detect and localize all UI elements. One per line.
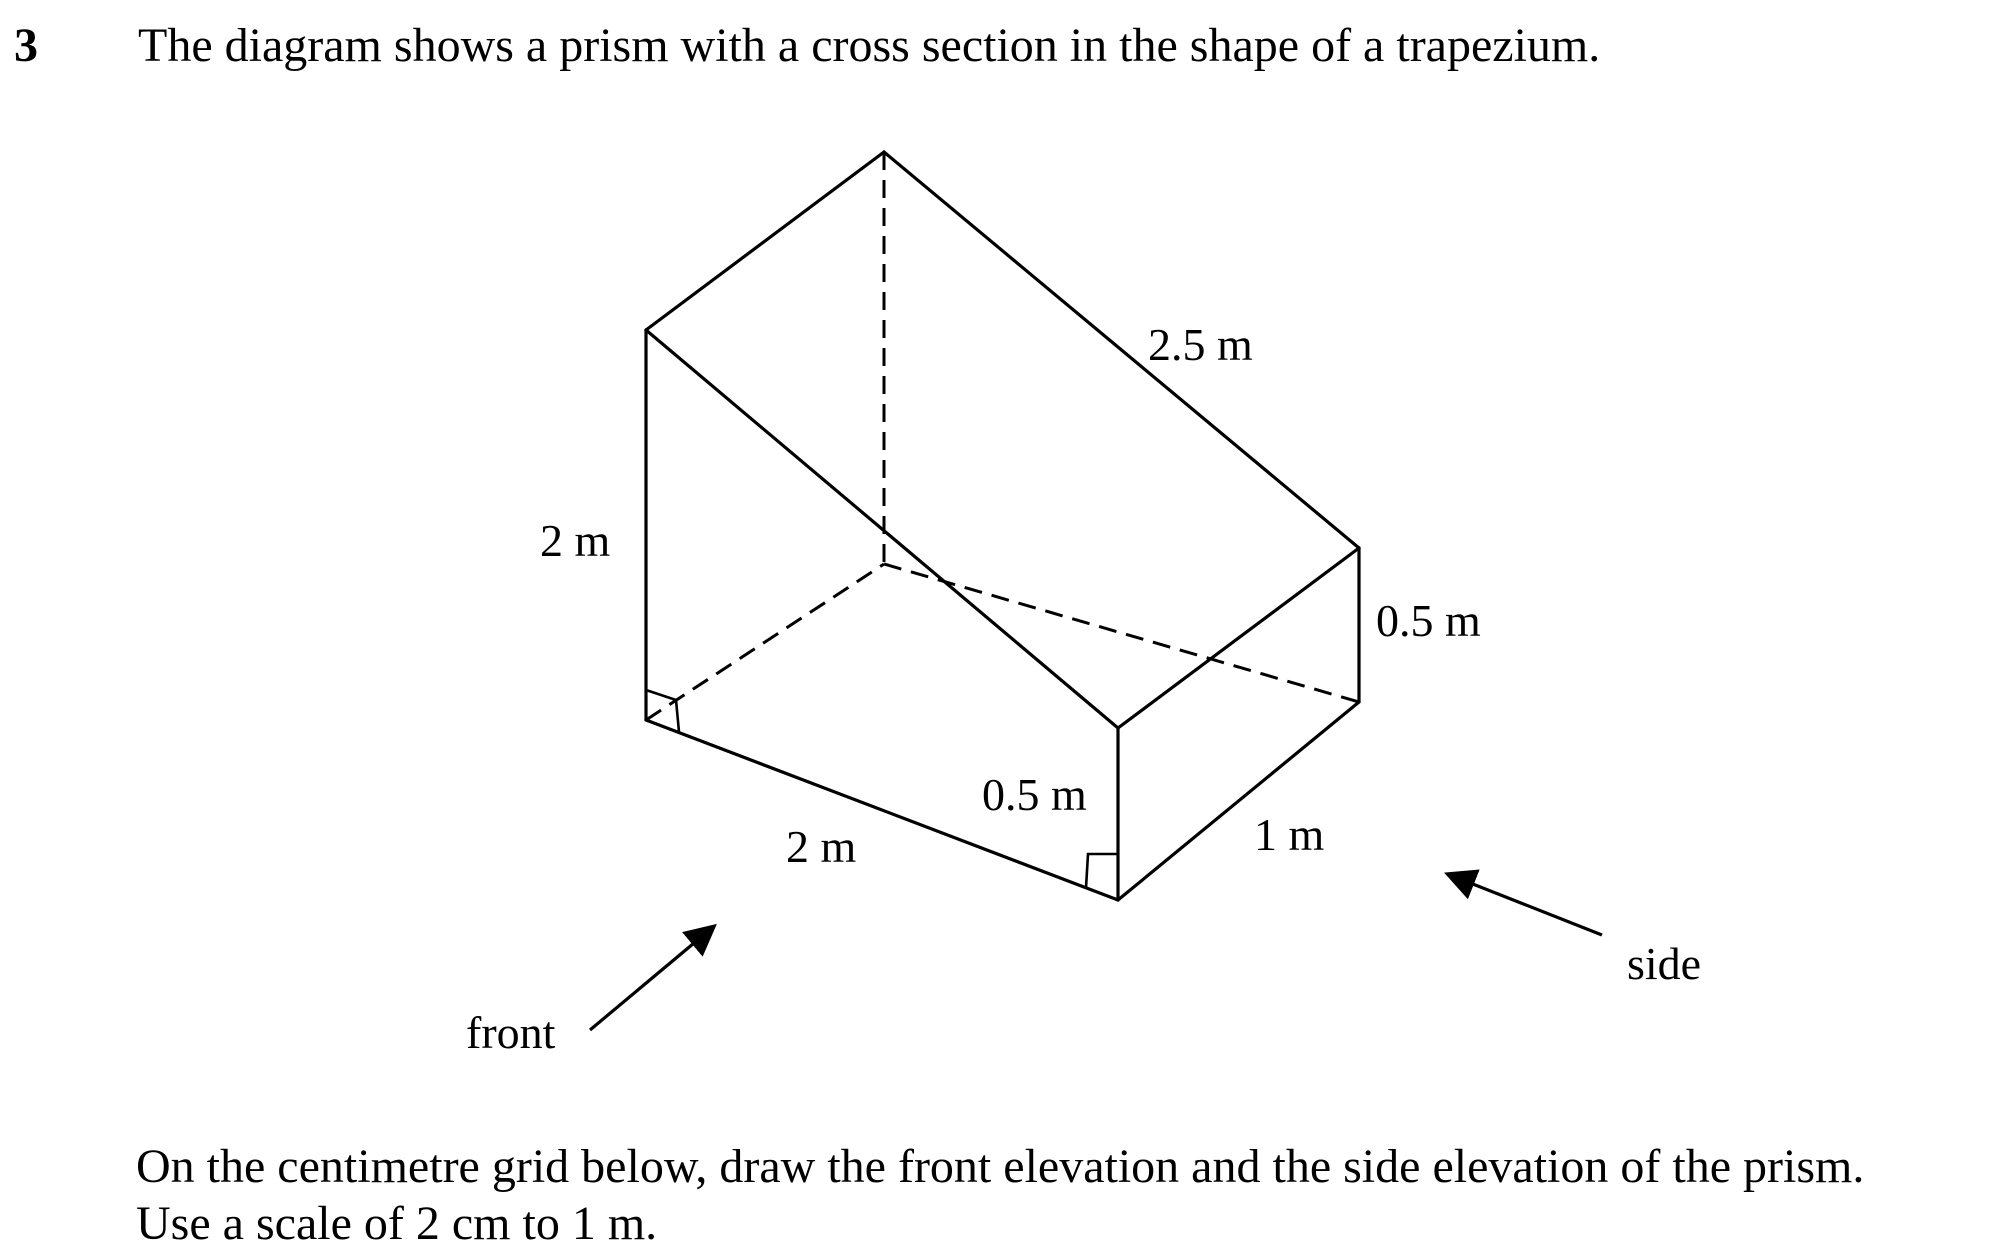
instruction-line-1: On the centimetre grid below, draw the front elevation and the side elevation of the prism. — [136, 1140, 1865, 1193]
label-front-short-edge: 0.5 m — [982, 769, 1087, 820]
right-angle-marker-front — [1086, 854, 1118, 888]
prism-hidden-edges — [646, 152, 1359, 720]
label-bottom-edge: 2 m — [786, 821, 857, 872]
question-text: The diagram shows a prism with a cross section in the shape of a trapezium. — [138, 19, 1601, 72]
label-left-edge: 2 m — [540, 515, 611, 566]
edge-bottom-depth — [1118, 702, 1359, 900]
edge-top-left — [646, 152, 884, 330]
label-slant-edge: 2.5 m — [1148, 319, 1253, 370]
side-arrow-label: side — [1627, 938, 1702, 989]
label-depth-edge: 1 m — [1254, 809, 1325, 860]
front-arrow-label: front — [466, 1007, 556, 1058]
instructions — [136, 1138, 1864, 1252]
edge-front-slant — [646, 330, 1118, 728]
instruction-line-2: Use a scale of 2 cm to 1 m. — [136, 1197, 658, 1250]
hidden-edge-back-left — [646, 564, 884, 720]
hidden-edge-back-bottom — [884, 564, 1359, 702]
question-number: 3 — [14, 19, 38, 72]
edge-top-front-right — [1118, 548, 1359, 728]
label-right-back-edge: 0.5 m — [1376, 595, 1481, 646]
edge-top-right-slant — [884, 152, 1359, 548]
front-arrow — [590, 928, 712, 1030]
side-arrow — [1450, 875, 1602, 935]
